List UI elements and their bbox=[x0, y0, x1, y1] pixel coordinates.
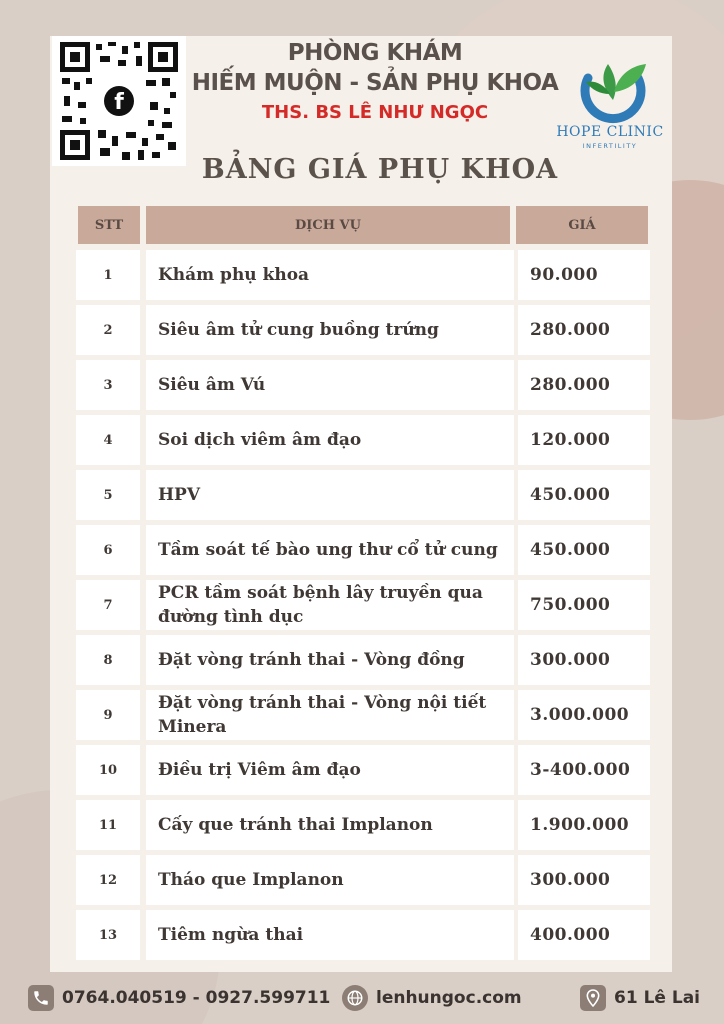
table-header-service: DỊCH VỤ bbox=[146, 206, 510, 244]
table-row bbox=[76, 910, 650, 960]
qr-code[interactable] bbox=[52, 36, 186, 166]
location-pin-icon bbox=[580, 985, 606, 1011]
table-row bbox=[76, 360, 650, 410]
row-service: Siêu âm Vú bbox=[146, 360, 514, 410]
phone-icon bbox=[28, 985, 54, 1011]
doctor-name: THS. BS LÊ NHƯ NGỌC bbox=[261, 102, 489, 123]
row-stt: 12 bbox=[76, 855, 140, 905]
row-price: 750.000 bbox=[518, 580, 650, 630]
table-row bbox=[76, 525, 650, 575]
table-row bbox=[76, 415, 650, 465]
table-row bbox=[76, 470, 650, 520]
clinic-title-line2: HIẾM MUỘN - SẢN PHỤ KHOA bbox=[191, 70, 559, 96]
row-price: 90.000 bbox=[518, 250, 650, 300]
row-price: 450.000 bbox=[518, 525, 650, 575]
row-price: 120.000 bbox=[518, 415, 650, 465]
row-price: 3.000.000 bbox=[518, 690, 650, 740]
table-header-stt: STT bbox=[78, 206, 140, 244]
logo-subtitle: INFERTILITY bbox=[582, 142, 638, 150]
footer-phone[interactable] bbox=[28, 982, 330, 1014]
row-stt: 4 bbox=[76, 415, 140, 465]
row-stt: 8 bbox=[76, 635, 140, 685]
footer-address-text: 61 Lê Lai bbox=[614, 988, 700, 1008]
table-row bbox=[76, 800, 650, 850]
row-price: 300.000 bbox=[518, 855, 650, 905]
row-service: Khám phụ khoa bbox=[146, 250, 514, 300]
svg-text:f: f bbox=[114, 90, 124, 115]
row-stt: 3 bbox=[76, 360, 140, 410]
clinic-title bbox=[190, 38, 560, 98]
row-stt: 11 bbox=[76, 800, 140, 850]
row-price: 300.000 bbox=[518, 635, 650, 685]
footer-website-text: lenhungoc.com bbox=[376, 988, 522, 1008]
row-service: Điều trị Viêm âm đạo bbox=[146, 745, 514, 795]
row-service: Tháo que Implanon bbox=[146, 855, 514, 905]
row-service: Đặt vòng tránh thai - Vòng đồng bbox=[146, 635, 514, 685]
footer-website[interactable] bbox=[342, 982, 522, 1014]
row-service: Soi dịch viêm âm đạo bbox=[146, 415, 514, 465]
row-price: 400.000 bbox=[518, 910, 650, 960]
table-row bbox=[76, 855, 650, 905]
clinic-title-line1: PHÒNG KHÁM bbox=[287, 40, 463, 66]
row-service: Tầm soát tế bào ung thư cổ tử cung bbox=[146, 525, 514, 575]
row-price: 280.000 bbox=[518, 305, 650, 355]
row-stt: 9 bbox=[76, 690, 140, 740]
row-service: HPV bbox=[146, 470, 514, 520]
page-title: BẢNG GIÁ PHỤ KHOA bbox=[201, 154, 559, 185]
footer-address[interactable] bbox=[580, 982, 700, 1014]
row-service: Cấy que tránh thai Implanon bbox=[146, 800, 514, 850]
row-price: 1.900.000 bbox=[518, 800, 650, 850]
table-header-price: GIÁ bbox=[516, 206, 648, 244]
table-row bbox=[76, 305, 650, 355]
row-price: 280.000 bbox=[518, 360, 650, 410]
globe-icon bbox=[342, 985, 368, 1011]
table-row bbox=[76, 250, 650, 300]
row-stt: 6 bbox=[76, 525, 140, 575]
table-row bbox=[76, 580, 650, 630]
table-row bbox=[76, 635, 650, 685]
row-price: 3-400.000 bbox=[518, 745, 650, 795]
table-row bbox=[76, 745, 650, 795]
qr-code-image bbox=[60, 42, 178, 160]
footer bbox=[0, 974, 724, 1024]
row-stt: 10 bbox=[76, 745, 140, 795]
row-stt: 5 bbox=[76, 470, 140, 520]
row-price: 450.000 bbox=[518, 470, 650, 520]
row-stt: 2 bbox=[76, 305, 140, 355]
footer-phone-text: 0764.040519 - 0927.599711 bbox=[62, 988, 331, 1008]
logo-name: HOPE CLINIC bbox=[556, 124, 664, 140]
row-service: Tiêm ngừa thai bbox=[146, 910, 514, 960]
row-stt: 7 bbox=[76, 580, 140, 630]
row-stt: 1 bbox=[76, 250, 140, 300]
table-row bbox=[76, 690, 650, 740]
row-service: Siêu âm tử cung buồng trứng bbox=[146, 305, 514, 355]
row-service: PCR tầm soát bệnh lây truyền qua đường tình dục bbox=[146, 580, 514, 630]
row-service: Đặt vòng tránh thai - Vòng nội tiết Minera bbox=[146, 690, 514, 740]
row-stt: 13 bbox=[76, 910, 140, 960]
